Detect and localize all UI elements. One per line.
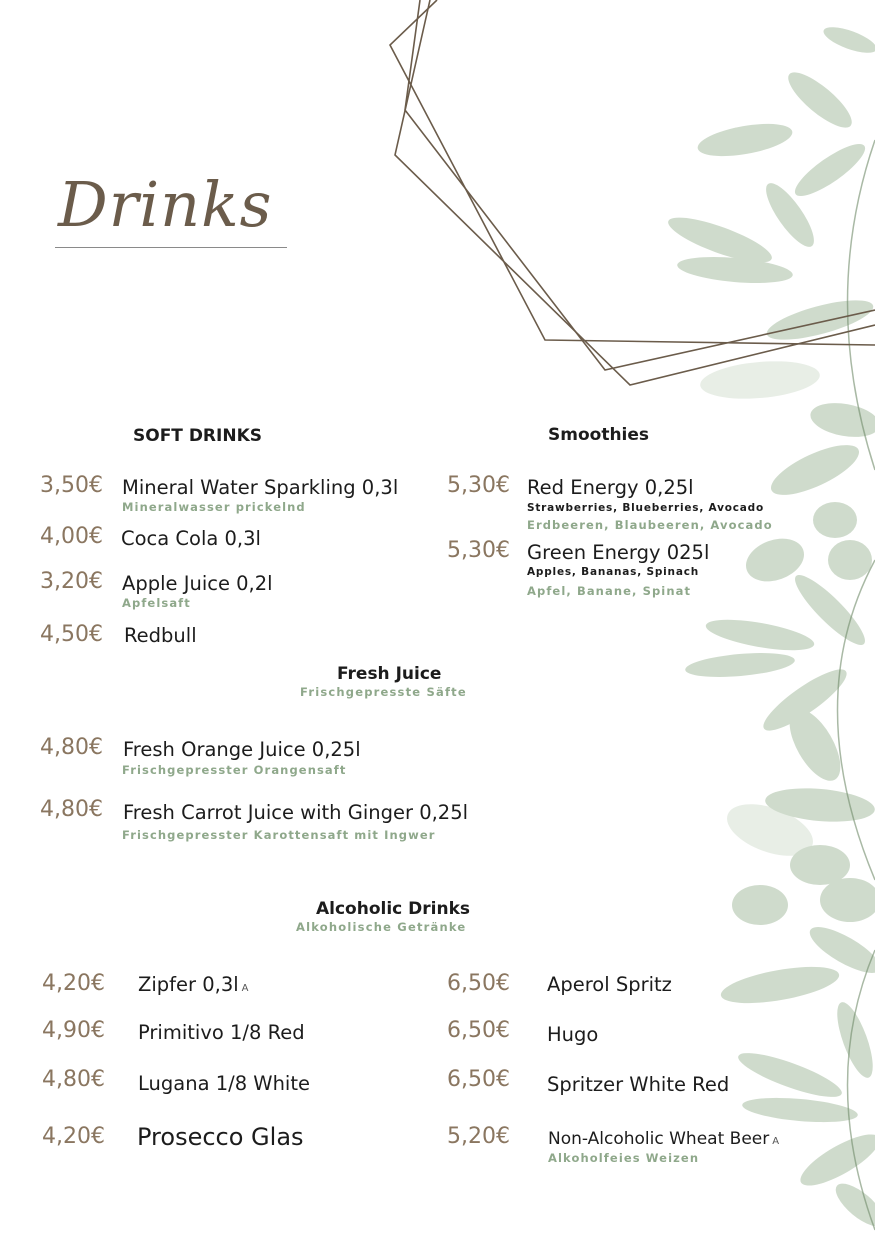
item-translation: Erdbeeren, Blaubeeren, Avocado — [527, 518, 773, 532]
item-translation: Frischgepresster Karottensaft mit Ingwer — [122, 828, 436, 842]
item-description: Apples, Bananas, Spinach — [527, 566, 700, 578]
item-name: Spritzer White Red — [547, 1073, 730, 1096]
alcoholic-subheading: Alkoholische Getränke — [296, 920, 467, 934]
item-price: 4,80€ — [40, 797, 103, 822]
item-name: Coca Cola 0,3l — [121, 527, 261, 550]
item-price: 6,50€ — [447, 1067, 510, 1092]
item-name: Red Energy 0,25l — [527, 476, 694, 499]
menu-title: Drinks — [58, 168, 273, 241]
item-price: 3,50€ — [40, 473, 103, 498]
item-price: 4,50€ — [40, 622, 103, 647]
item-name: Lugana 1/8 White — [138, 1072, 310, 1095]
item-translation: Apfelsaft — [122, 596, 191, 610]
item-price: 4,80€ — [40, 735, 103, 760]
item-price: 6,50€ — [447, 1018, 510, 1043]
item-name: Primitivo 1/8 Red — [138, 1021, 305, 1044]
soft-drinks-heading: SOFT DRINKS — [133, 426, 262, 446]
fresh-juice-subheading: Frischgepresste Säfte — [300, 685, 467, 699]
smoothies-heading: Smoothies — [548, 425, 650, 445]
item-name: Mineral Water Sparkling 0,3l — [122, 476, 399, 499]
title-underline — [55, 247, 287, 248]
item-price: 4,00€ — [40, 524, 103, 549]
item-name: Apple Juice 0,2l — [122, 572, 273, 595]
item-price: 5,30€ — [447, 538, 510, 563]
item-price: 6,50€ — [447, 971, 510, 996]
item-translation: Mineralwasser prickelnd — [122, 500, 306, 514]
item-name: Green Energy 025l — [527, 541, 710, 564]
item-name: Hugo — [547, 1023, 599, 1046]
fresh-juice-heading: Fresh Juice — [337, 664, 442, 684]
item-translation: Alkoholfeies Weizen — [548, 1151, 700, 1165]
item-name: Aperol Spritz — [547, 973, 672, 996]
item-translation: Apfel, Banane, Spinat — [527, 584, 692, 598]
allergen-marker: A — [772, 1136, 780, 1147]
item-price: 5,20€ — [447, 1124, 510, 1149]
alcoholic-heading: Alcoholic Drinks — [316, 899, 471, 919]
item-name: Fresh Carrot Juice with Ginger 0,25l — [123, 801, 469, 824]
item-name: Prosecco Glas — [137, 1123, 304, 1151]
item-name: Non-Alcoholic Wheat Beer A — [548, 1129, 780, 1149]
item-price: 4,90€ — [42, 1018, 105, 1043]
item-price: 3,20€ — [40, 569, 103, 594]
item-description: Strawberries, Blueberries, Avocado — [527, 502, 765, 514]
item-name: Redbull — [124, 624, 197, 647]
item-name: Zipfer 0,3l A — [138, 973, 249, 996]
item-price: 4,80€ — [42, 1067, 105, 1092]
item-price: 4,20€ — [42, 971, 105, 996]
item-price: 4,20€ — [42, 1124, 105, 1149]
allergen-marker: A — [241, 983, 249, 994]
item-price: 5,30€ — [447, 473, 510, 498]
item-translation: Frischgepresster Orangensaft — [122, 763, 347, 777]
item-name: Fresh Orange Juice 0,25l — [123, 738, 361, 761]
